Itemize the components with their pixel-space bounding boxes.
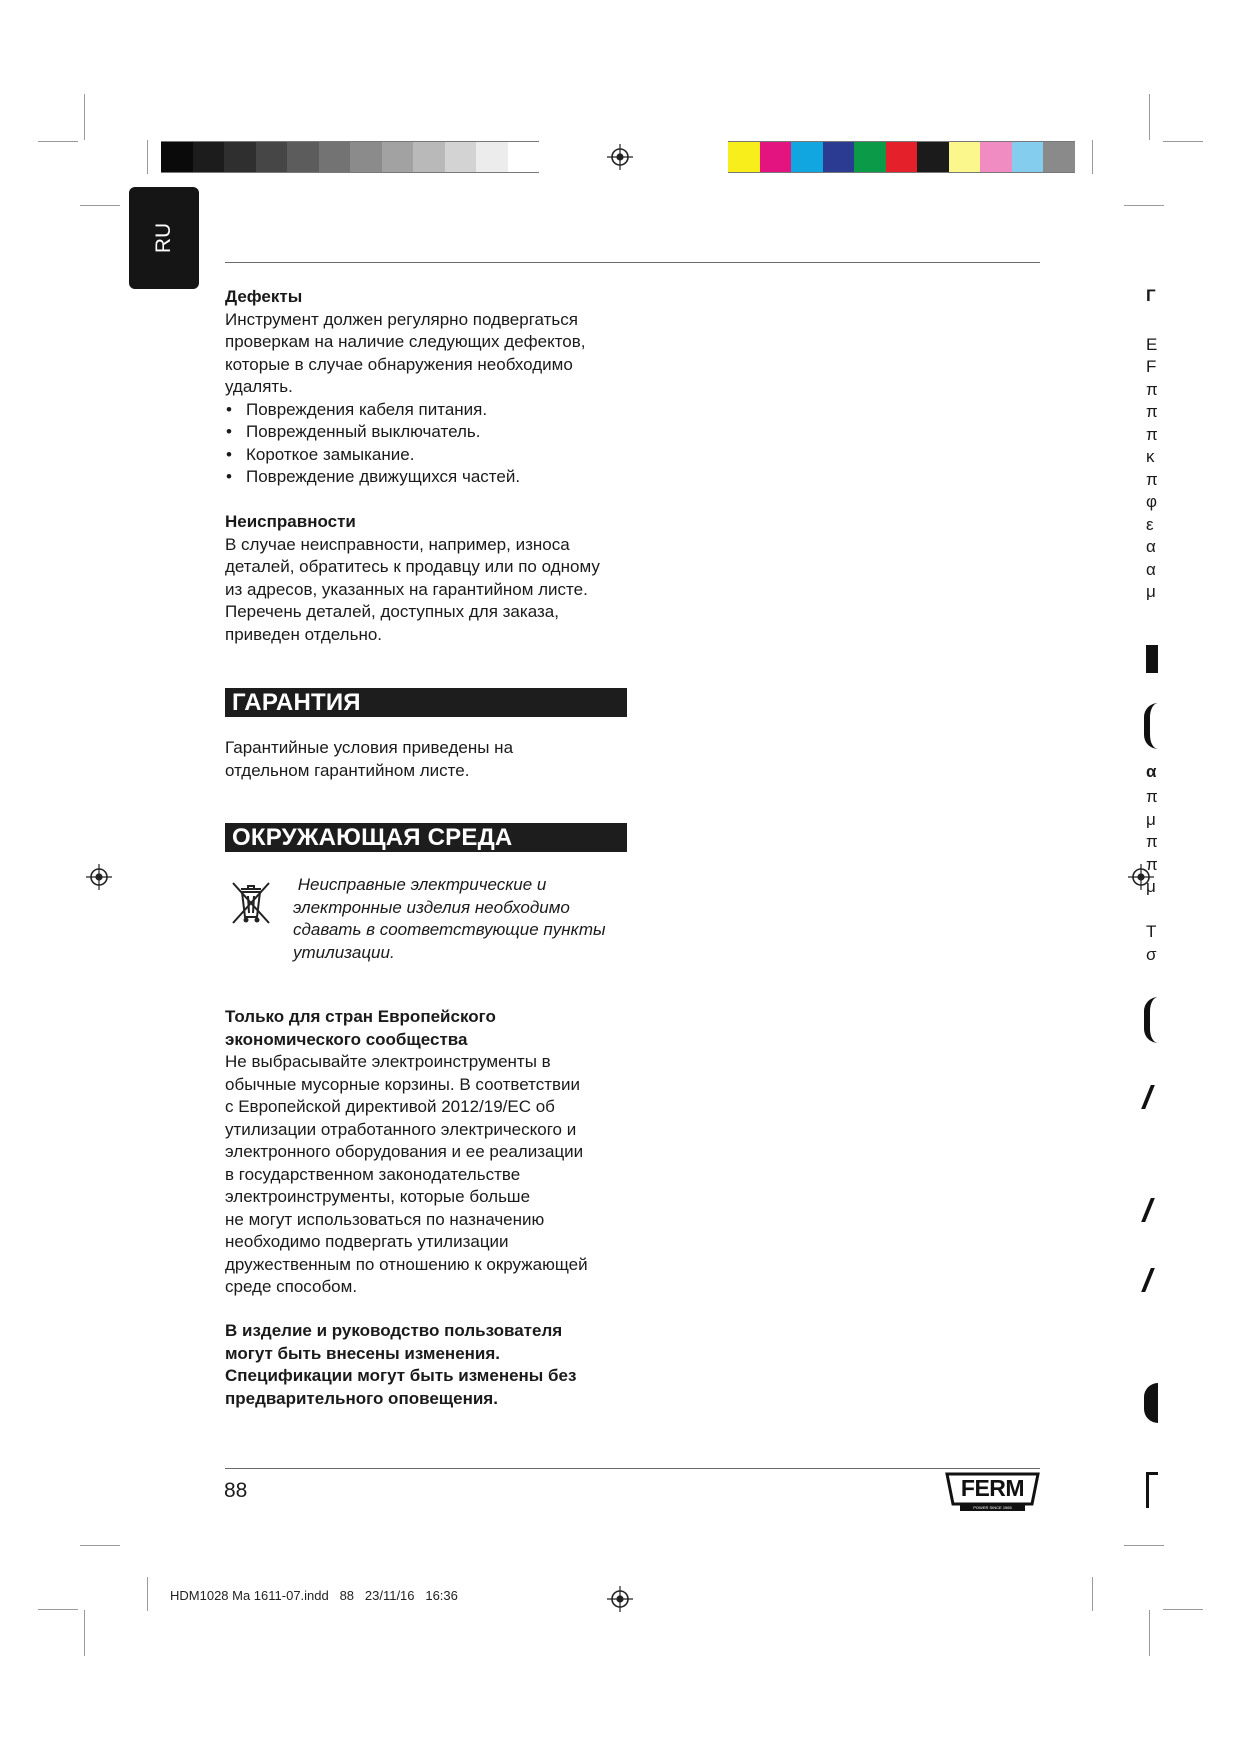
adjacent-warning-icon (1141, 1268, 1163, 1292)
adjacent-glyph: Г (1146, 286, 1156, 305)
defects-intro-line: удалять. (225, 377, 293, 396)
crop-mark (84, 94, 85, 140)
warranty-banner: ГАРАНТИЯ (225, 688, 627, 717)
eu-line: утилизации отработанного электрического и (225, 1119, 577, 1139)
print-slug: HDM1028 Ma 1611-07.indd 88 23/11/16 16:36 (170, 1588, 458, 1603)
crop-mark (1163, 1609, 1203, 1610)
changes-notice (225, 1320, 630, 1410)
language-tab-label: RU (152, 222, 175, 254)
color-swatch (1043, 141, 1075, 173)
color-swatch (791, 141, 823, 173)
color-swatch (917, 141, 949, 173)
notice-line: предварительного оповещения. (225, 1388, 498, 1408)
notice-line: Спецификации могут быть изменены без (225, 1366, 577, 1385)
adjacent-glyph: φ (1146, 492, 1158, 511)
adjacent-glyph: π (1146, 470, 1158, 489)
adjacent-glyph: α (1146, 762, 1157, 781)
crop-mark (1124, 205, 1164, 206)
eu-line: обычные мусорные корзины. В соответствии (225, 1074, 581, 1094)
color-swatch (193, 141, 225, 173)
crop-mark (147, 1577, 148, 1611)
crop-mark (1149, 1610, 1150, 1656)
malfunctions-section (225, 511, 630, 646)
adjacent-glyph: π (1146, 425, 1158, 444)
color-swatch (476, 141, 508, 173)
color-swatch (256, 141, 288, 173)
adjacent-glyph: π (1146, 832, 1158, 851)
adjacent-glyph: ε (1146, 515, 1154, 534)
crop-mark (1092, 1577, 1093, 1611)
adjacent-glyph: μ (1146, 810, 1156, 829)
footer-rule (225, 1468, 1040, 1469)
defects-list (225, 399, 630, 489)
eu-line: среде способом. (225, 1277, 358, 1296)
notice-line: В изделие и руководство пользователя (225, 1321, 563, 1340)
color-swatch (161, 141, 193, 173)
adjacent-glyph: π (1146, 402, 1158, 421)
color-swatch (319, 141, 351, 173)
color-swatch (287, 141, 319, 173)
weee-notice (293, 874, 633, 964)
crop-mark (147, 140, 148, 174)
warranty-line: отдельном гарантийном листе. (225, 760, 470, 780)
color-swatch (413, 141, 445, 173)
adjacent-symbol-icon (1144, 703, 1158, 749)
color-swatch (728, 141, 760, 173)
registration-mark-icon (86, 864, 112, 890)
adjacent-logo-fragment (1146, 1472, 1158, 1508)
defects-intro-line: которые в случае обнаружения необходимо (225, 354, 573, 374)
language-tab (129, 187, 199, 289)
defects-intro-line: проверкам на наличие следующих дефектов, (225, 332, 586, 351)
registration-mark-icon (607, 1586, 633, 1612)
adjacent-glyph: μ (1146, 877, 1156, 896)
notice-line: могут быть внесены изменения. (225, 1343, 501, 1363)
malfunctions-line: приведен отдельно. (225, 624, 383, 644)
adjacent-glyph: α (1146, 560, 1156, 579)
weee-line: электронные изделия необходимо (293, 897, 570, 917)
logo-text: FERM (960, 1475, 1025, 1501)
adjacent-glyph: Τ (1146, 922, 1157, 941)
color-swatch (350, 141, 382, 173)
weee-line: сдавать в соответствующие пункты (293, 920, 606, 939)
logo-tagline: POWER SINCE 1965 (973, 1505, 1012, 1510)
adjacent-symbol-icon (1144, 1383, 1158, 1423)
crop-mark (38, 141, 78, 142)
color-swatch (886, 141, 918, 173)
eu-line: необходимо подвергать утилизации (225, 1232, 509, 1251)
eu-line: дружественным по отношению к окружающей (225, 1254, 588, 1274)
eu-line: электроинструменты, которые больше (225, 1187, 531, 1206)
adjacent-glyph: μ (1146, 582, 1156, 601)
color-swatch (854, 141, 886, 173)
adjacent-black-block (1146, 645, 1158, 673)
weee-line: утилизации. (293, 942, 395, 962)
ferm-logo (945, 1472, 1040, 1513)
eu-line: в государственном законодательстве (225, 1164, 521, 1184)
adjacent-symbol-icon (1144, 997, 1158, 1043)
weee-line: Неисправные электрические и (293, 875, 547, 894)
warranty-text (225, 737, 630, 782)
color-swatch (823, 141, 855, 173)
crop-mark (1149, 94, 1150, 140)
list-item: • Повреждения кабеля питания. (225, 399, 630, 422)
color-swatch (949, 141, 981, 173)
crop-mark (1163, 141, 1203, 142)
eu-line: Не выбрасывайте электроинструменты в (225, 1052, 551, 1071)
adjacent-glyph: π (1146, 380, 1158, 399)
adjacent-glyph: α (1146, 537, 1156, 556)
color-swatch (1012, 141, 1044, 173)
adjacent-glyph: π (1146, 787, 1158, 806)
color-swatch (508, 141, 540, 173)
defects-heading: Дефекты (225, 287, 303, 306)
eu-section (225, 1006, 630, 1299)
list-item: • Повреждение движущихся частей. (225, 466, 630, 489)
color-swatch (382, 141, 414, 173)
crop-mark (1092, 140, 1093, 174)
environment-banner: ОКРУЖАЮЩАЯ СРЕДА (225, 823, 627, 852)
defects-intro-line: Инструмент должен регулярно подвергаться (225, 309, 578, 329)
adjacent-glyph: σ (1146, 945, 1157, 964)
eu-line: не могут использоваться по назначению (225, 1209, 545, 1229)
defects-section (225, 286, 630, 489)
adjacent-glyph: E (1146, 335, 1158, 354)
color-swatch (760, 141, 792, 173)
adjacent-warning-icon (1141, 1198, 1163, 1222)
crop-mark (80, 1545, 120, 1546)
eu-line: электронного оборудования и ее реализации (225, 1142, 584, 1161)
warranty-line: Гарантийные условия приведены на (225, 738, 514, 757)
registration-mark-icon (607, 144, 633, 170)
list-item: • Поврежденный выключатель. (225, 421, 630, 444)
adjacent-glyph: F (1146, 357, 1157, 376)
color-swatch (980, 141, 1012, 173)
adjacent-glyph: π (1146, 855, 1158, 874)
adjacent-glyph: κ (1146, 447, 1155, 466)
color-swatch (224, 141, 256, 173)
crossed-bin-icon (227, 877, 275, 927)
header-rule (225, 262, 1040, 263)
page-number: 88 (224, 1479, 248, 1502)
malfunctions-heading: Неисправности (225, 512, 356, 531)
eu-heading: экономического сообщества (225, 1029, 468, 1049)
malfunctions-line: Перечень деталей, доступных для заказа, (225, 602, 559, 621)
crop-mark (84, 1610, 85, 1656)
adjacent-warning-icon (1141, 1085, 1163, 1109)
color-swatch (445, 141, 477, 173)
list-item: • Короткое замыкание. (225, 444, 630, 467)
malfunctions-line: деталей, обратитесь к продавцу или по одному (225, 557, 600, 576)
crop-mark (1124, 1545, 1164, 1546)
malfunctions-line: из адресов, указанных на гарантийном листе. (225, 579, 588, 599)
crop-mark (38, 1609, 78, 1610)
malfunctions-line: В случае неисправности, например, износа (225, 534, 570, 554)
eu-heading: Только для стран Европейского (225, 1007, 496, 1026)
eu-line: с Европейской директивой 2012/19/EC об (225, 1097, 555, 1116)
